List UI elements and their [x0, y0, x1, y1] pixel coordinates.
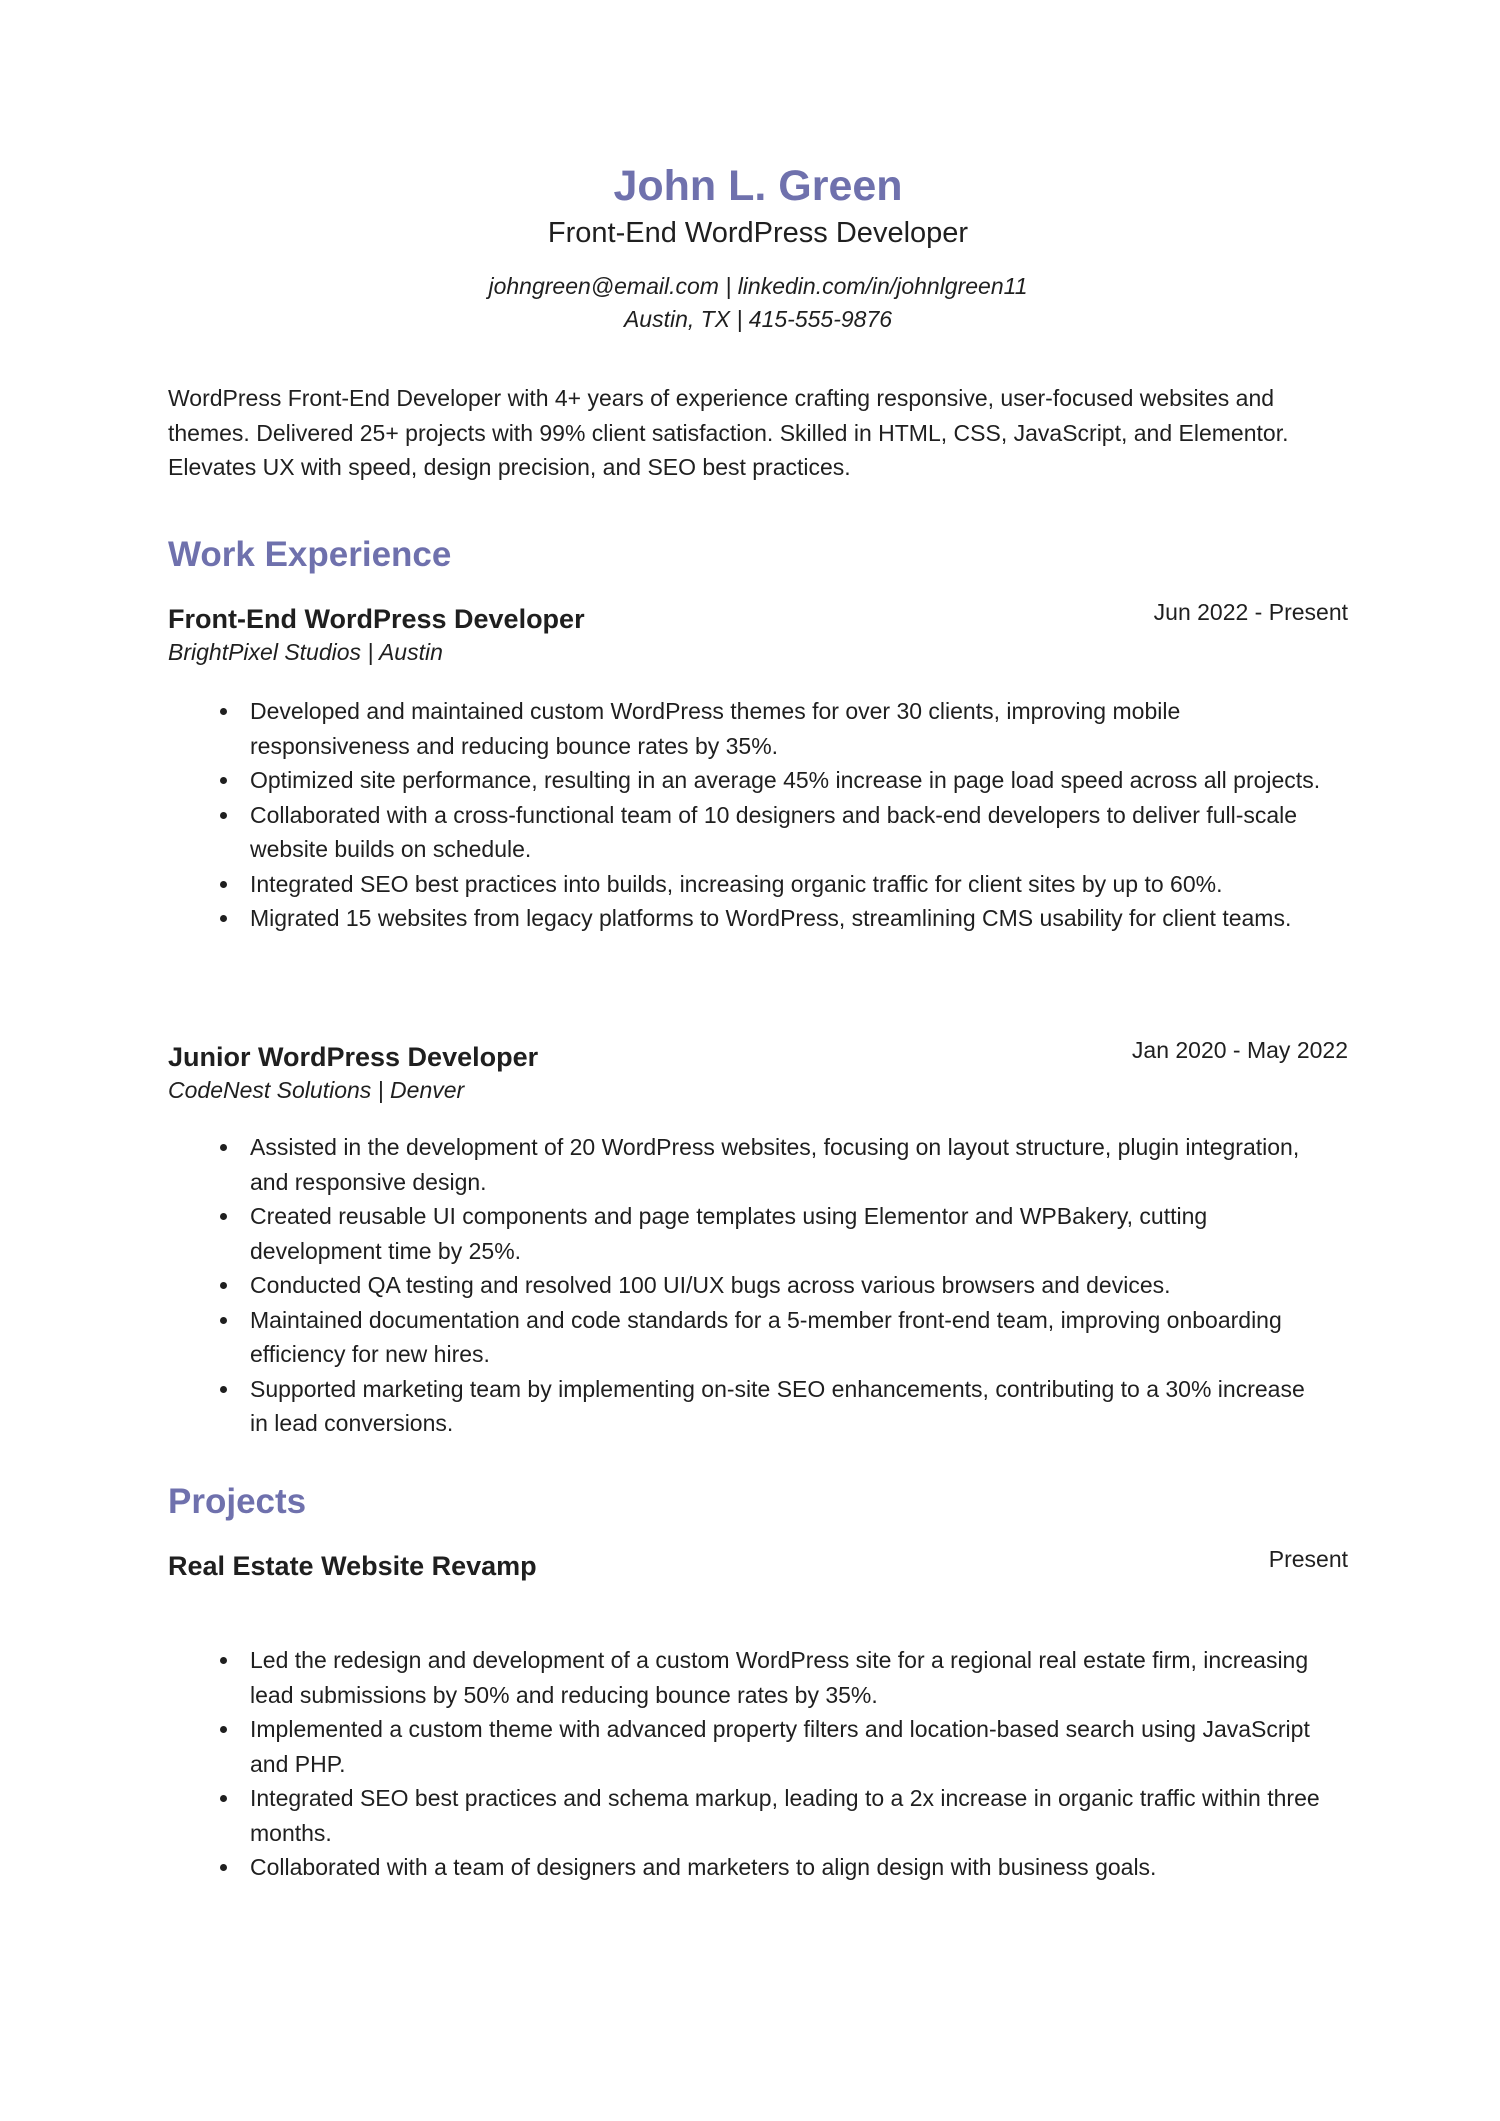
job-organization: BrightPixel Studios | Austin — [168, 639, 443, 665]
candidate-name: John L. Green — [613, 162, 903, 210]
list-item: Maintained documentation and code standards for a 5-member front-end team, improving onboarding efficiency for new hires. — [250, 1303, 1348, 1372]
candidate-headline: Front-End WordPress Developer — [547, 217, 969, 249]
list-item: Optimized site performance, resulting in an average 45% increase in page load speed across all projects. — [250, 763, 1348, 798]
job-title: Junior WordPress Developer — [168, 1042, 539, 1072]
project-title: Real Estate Website Revamp — [168, 1551, 537, 1581]
list-item: Assisted in the development of 20 WordPress websites, focusing on layout structure, plugin integration, and responsive design. — [250, 1130, 1348, 1199]
job-date: Jun 2022 - Present — [1153, 599, 1348, 625]
job-date: Jan 2020 - May 2022 — [1131, 1037, 1348, 1063]
list-item: Developed and maintained custom WordPress themes for over 30 clients, improving mobile responsiveness and reducing bounce rates by 35%. — [250, 694, 1348, 763]
list-item: Migrated 15 websites from legacy platforms to WordPress, streamlining CMS usability for client teams. — [250, 901, 1348, 936]
list-item: Created reusable UI components and page templates using Elementor and WPBakery, cutting development time by 25%. — [250, 1199, 1348, 1268]
list-item: Implemented a custom theme with advanced property filters and location-based search using JavaScript and PHP. — [250, 1712, 1348, 1781]
list-item: Integrated SEO best practices and schema markup, leading to a 2x increase in organic traffic within three months. — [250, 1781, 1348, 1850]
project-bullet-list — [168, 1643, 1348, 1885]
list-item: Conducted QA testing and resolved 100 UI/UX bugs across various browsers and devices. — [250, 1268, 1348, 1303]
job-title: Front-End WordPress Developer — [168, 604, 585, 634]
contact-line-location-phone: Austin, TX | 415-555-9876 — [623, 306, 893, 332]
job-organization: CodeNest Solutions | Denver — [168, 1077, 465, 1103]
list-item: Led the redesign and development of a custom WordPress site for a regional real estate firm, increasing lead submissions by 50% and reducing bounce rates by 35%. — [250, 1643, 1348, 1712]
section-title-projects: Projects — [168, 1482, 307, 1521]
contact-block — [168, 270, 1348, 336]
list-item: Supported marketing team by implementing on-site SEO enhancements, contributing to a 30% increase in lead conversions. — [250, 1372, 1348, 1441]
professional-summary: WordPress Front-End Developer with 4+ years of experience crafting responsive, user-focused websites and themes. Delivered 25+ projects with 99% client satisfaction. Skilled in HTML, CSS, JavaScript, and Elementor. Elevates UX with speed, design precision, and SEO best practices. — [168, 385, 1289, 480]
list-item: Integrated SEO best practices into builds, increasing organic traffic for client sites by up to 60%. — [250, 867, 1348, 902]
list-item: Collaborated with a cross-functional team of 10 designers and back-end developers to deliver full-scale website builds on schedule. — [250, 798, 1348, 867]
job-bullet-list — [168, 694, 1348, 936]
list-item: Collaborated with a team of designers and marketers to align design with business goals. — [250, 1850, 1348, 1885]
project-date: Present — [1268, 1546, 1348, 1572]
section-title-work-experience: Work Experience — [168, 535, 452, 574]
contact-line-email-linkedin: johngreen@email.com | linkedin.com/in/johnlgreen11 — [488, 273, 1028, 299]
job-bullet-list — [168, 1130, 1348, 1441]
